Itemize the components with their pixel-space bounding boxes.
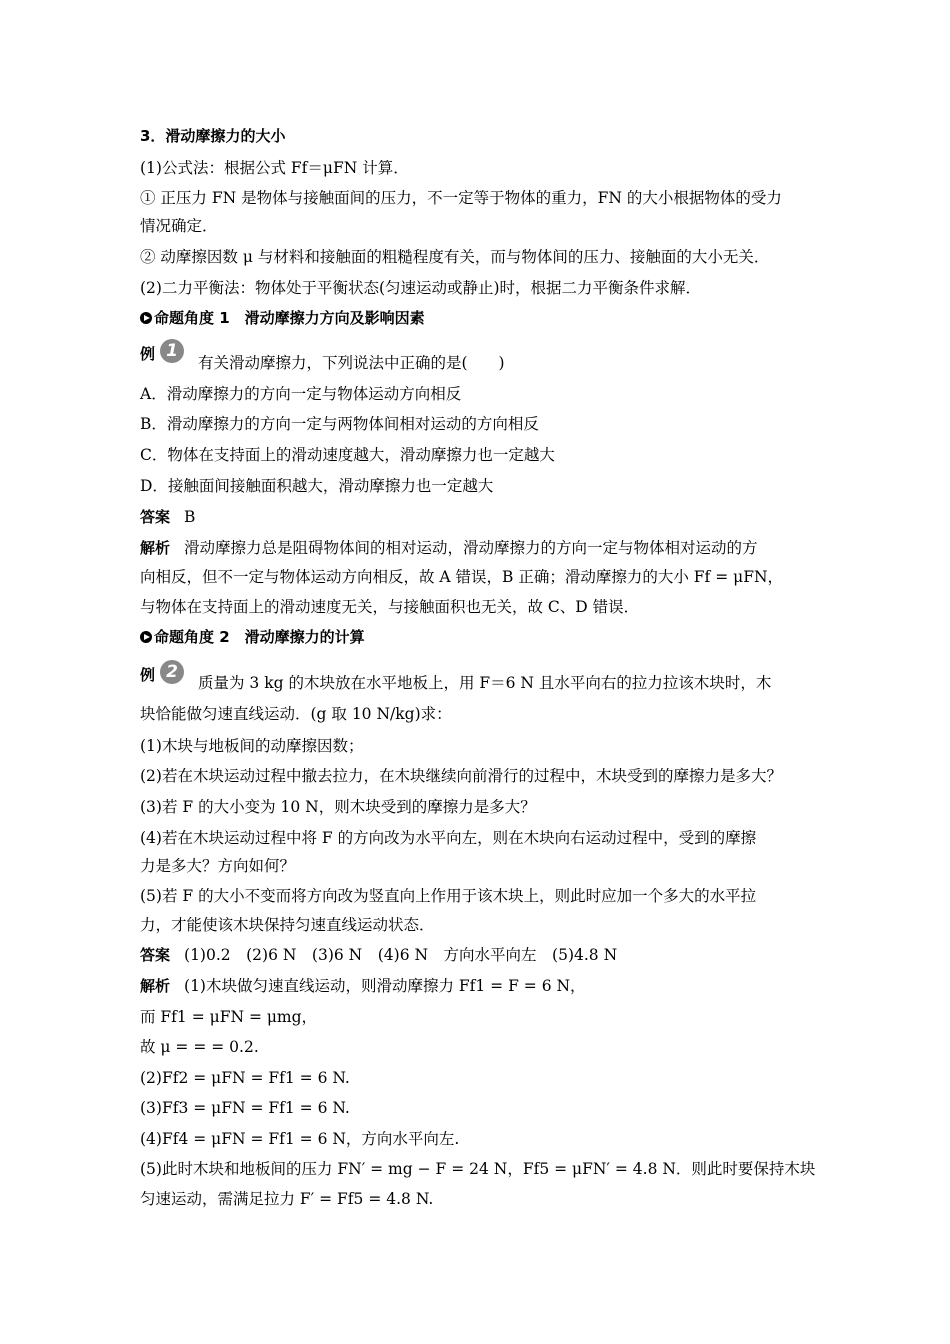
answer-label: 答案 (140, 508, 171, 526)
answer-value: B (184, 508, 196, 526)
play-circle-icon (140, 312, 152, 324)
answer-line (140, 945, 617, 965)
analysis-label: 解析 (140, 977, 171, 995)
analysis-line: (4)Ff4 = μFN = Ff1 = 6 N，方向水平向左. (140, 1130, 460, 1148)
angle-heading (140, 627, 365, 647)
angle-title: 命题角度 1 滑动摩擦力方向及影响因素 (154, 309, 425, 327)
analysis-line: 解析 (1)木块做匀速直线运动，则滑动摩擦力 Ff1 = F = 6 N， (140, 977, 586, 995)
analysis-line: (5)此时木块和地板间的压力 FN′ = mg − F = 24 N，Ff5 = μFN′ = 4.8 N．则此时要保持木块 (140, 1160, 816, 1178)
analysis-line: 而 Ff1 = μFN = μmg， (140, 1008, 318, 1026)
option-a: A．滑动摩擦力的方向一定与物体运动方向相反 (140, 385, 462, 403)
example-label: 例 (140, 345, 156, 363)
text-line: (1)公式法：根据公式 Ff＝μFN 计算． (140, 159, 409, 177)
section-title: 3．滑动摩擦力的大小 (140, 127, 286, 145)
example-number-badge: 2 (160, 660, 184, 684)
play-circle-icon (140, 631, 152, 643)
text-line: 情况确定． (140, 217, 218, 235)
option-b: B．滑动摩擦力的方向一定与两物体间相对运动的方向相反 (140, 415, 539, 433)
sub-question: (1)木块与地板间的动摩擦因数； (140, 737, 364, 755)
analysis-line: 解析 滑动摩擦力总是阻碍物体间的相对运动，滑动摩擦力的方向一定与物体相对运动的方 (140, 539, 758, 557)
analysis-line: 向相反，但不一定与物体运动方向相反，故 A 错误，B 正确；滑动摩擦力的大小 Ff = μFN， (140, 568, 784, 586)
analysis-line: (3)Ff3 = μFN = Ff1 = 6 N. (140, 1099, 350, 1117)
question-text: 块恰能做匀速直线运动．(g 取 10 N/kg)求： (140, 705, 452, 723)
answer-value: (1)0.2 (2)6 N (3)6 N (4)6 N 方向水平向左 (5)4.8 N (184, 946, 618, 964)
analysis-label: 解析 (140, 539, 171, 557)
sub-question: (2)若在木块运动过程中撤去拉力，在木块继续向前滑行的过程中，木块受到的摩擦力是多大？ (140, 767, 782, 785)
option-c: C．物体在支持面上的滑动速度越大，滑动摩擦力也一定越大 (140, 446, 555, 464)
angle-title: 命题角度 2 滑动摩擦力的计算 (154, 628, 365, 646)
example-label: 例 (140, 666, 156, 684)
question-text: 质量为 3 kg 的木块放在水平地板上，用 F＝6 N 且水平向右的拉力拉该木块时，木 (198, 674, 772, 692)
angle-heading (140, 308, 425, 328)
sub-question: (4)若在木块运动过程中将 F 的方向改为水平向左，则在木块向右运动过程中，受到的摩擦 (140, 829, 757, 847)
option-d: D．接触面间接触面积越大，滑动摩擦力也一定越大 (140, 477, 494, 495)
analysis-line: 匀速运动，需满足拉力 F′ = Ff5 = 4.8 N. (140, 1190, 434, 1208)
sub-question: (5)若 F 的大小不变而将方向改为竖直向上作用于该木块上，则此时应加一个多大的水平拉 (140, 887, 757, 905)
answer-label: 答案 (140, 946, 171, 964)
question-text: 有关滑动摩擦力，下列说法中正确的是( ) (198, 354, 505, 372)
analysis-line: 故 μ = = = 0.2. (140, 1038, 259, 1056)
example-number-badge: 1 (160, 339, 184, 363)
analysis-line: 与物体在支持面上的滑动速度无关，与接触面积也无关，故 C、D 错误． (140, 598, 640, 616)
sub-question: 力是多大？方向如何？ (140, 857, 296, 875)
text-line: (2)二力平衡法：物体处于平衡状态(匀速运动或静止)时，根据二力平衡条件求解． (140, 279, 702, 297)
analysis-line: (2)Ff2 = μFN = Ff1 = 6 N. (140, 1069, 350, 1087)
answer-line (140, 507, 195, 527)
text-line: ② 动摩擦因数 μ 与材料和接触面的粗糙程度有关，而与物体间的压力、接触面的大小无关． (140, 248, 770, 266)
text-line: ① 正压力 FN 是物体与接触面间的压力，不一定等于物体的重力，FN 的大小根据物体的受力 (140, 189, 782, 207)
sub-question: 力，才能使该木块保持匀速直线运动状态． (140, 916, 435, 934)
sub-question: (3)若 F 的大小变为 10 N，则木块受到的摩擦力是多大？ (140, 798, 536, 816)
